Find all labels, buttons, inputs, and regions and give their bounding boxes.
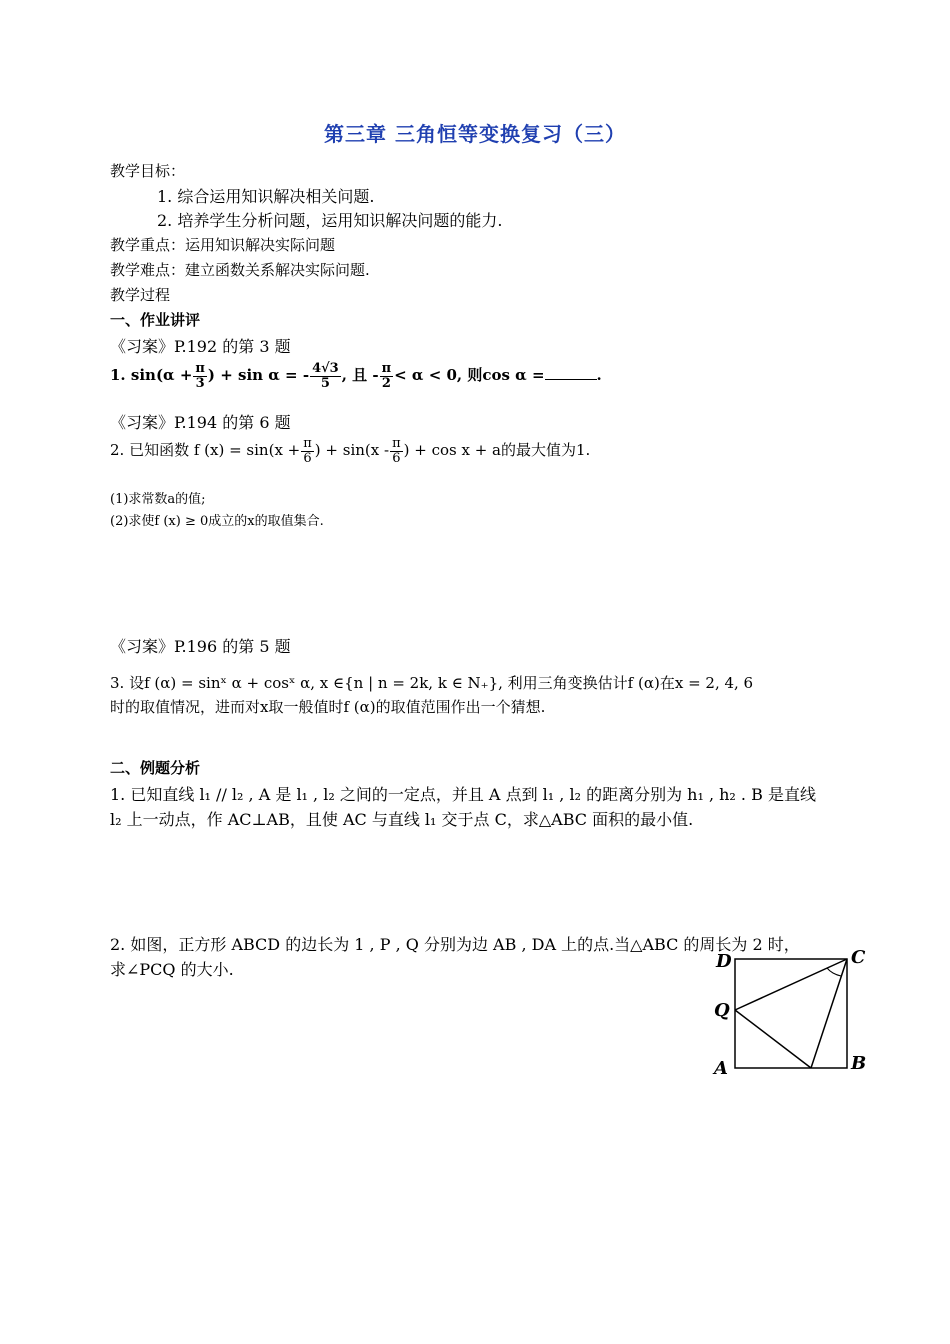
- segment-qp: [735, 1010, 811, 1068]
- segment-pc: [811, 959, 847, 1068]
- q1-part5: .: [596, 366, 602, 385]
- key-point: 教学重点：运用知识解决实际问题: [110, 236, 336, 254]
- label-q: Q: [714, 1000, 730, 1021]
- q2-part3: ) + cos x + a的最大值为1.: [403, 441, 591, 460]
- goals-label: 教学目标：: [110, 162, 186, 180]
- process-heading: 教学过程: [110, 286, 171, 304]
- q2-fraction-2: $\frac{\pi}{6}$: [392, 436, 401, 466]
- q1-fraction-3: $\frac{\pi}{2}$: [381, 361, 392, 391]
- label-d: D: [716, 951, 732, 972]
- example-1-line-2: l₂ 上一动点，作 AC⊥AB，且使 AC 与直线 l₁ 交于点 C，求△ABC 面积的最小值.: [110, 810, 694, 829]
- q2-fraction-1: $\frac{\pi}{6}$: [303, 436, 312, 466]
- section-1-heading: 一、作业讲评: [110, 311, 201, 329]
- q1-fraction-2: $\frac{4√3}{5}$: [312, 361, 339, 391]
- reference-1: 《习案》P.192 的第 3 题: [110, 337, 291, 356]
- label-a: A: [714, 1058, 728, 1079]
- q1-part3: , 且 -: [341, 366, 379, 385]
- question-2: [110, 437, 590, 465]
- label-b: B: [851, 1053, 867, 1074]
- q2-sub-1: (1)求常数a的值;: [110, 492, 206, 507]
- q2-part1: 2. 已知函数 f (x) = sin(x +: [110, 441, 301, 460]
- reference-2: 《习案》P.194 的第 6 题: [110, 413, 291, 432]
- q1-answer-blank[interactable]: [545, 379, 597, 380]
- q2-sub-2: (2)求使f (x) ≥ 0成立的x的取值集合.: [110, 514, 324, 529]
- goal-2: 2. 培养学生分析问题，运用知识解决问题的能力.: [157, 211, 503, 230]
- reference-3: 《习案》P.196 的第 5 题: [110, 637, 291, 656]
- page-title: 第三章 三角恒等变换复习（三）: [324, 122, 626, 146]
- segment-qc: [735, 959, 847, 1010]
- angle-pcq-arc: [827, 968, 841, 976]
- q1-part2: ) + sin α = -: [207, 366, 310, 385]
- question-1: [110, 362, 602, 390]
- example-2-line-1: 2. 如图，正方形 ABCD 的边长为 1 , P , Q 分别为边 AB , DA 上的点.当△ABC 的周长为 2 时，: [110, 935, 800, 954]
- difficulty: 教学难点：建立函数关系解决实际问题.: [110, 261, 370, 279]
- q1-part1: sin(α +: [130, 366, 193, 385]
- goal-1: 1. 综合运用知识解决相关问题.: [157, 187, 375, 206]
- section-2-heading: 二、例题分析: [110, 759, 201, 777]
- square-figure: [700, 940, 880, 1080]
- q1-number: 1.: [110, 366, 126, 385]
- question-3-line-1: 3. 设f (α) = sinˣ α + cosˣ α, x ∈{n | n = 2k, k ∈ N₊}, 利用三角变换估计f (α)在x = 2, 4, 6: [110, 674, 754, 692]
- q1-fraction-1: $\frac{\pi}{3}$: [195, 361, 205, 391]
- q2-part2: ) + sin(x -: [314, 441, 390, 460]
- example-1-line-1: 1. 已知直线 l₁ // l₂ , A 是 l₁ , l₂ 之间的一定点，并且 A 点到 l₁ , l₂ 的距离分别为 h₁ , h₂ . B 是直线: [110, 785, 816, 804]
- q1-part4: < α < 0, 则cos α =: [394, 366, 545, 385]
- question-3-line-2: 时的取值情况，进而对x取一般值时f (α)的取值范围作出一个猜想.: [110, 698, 546, 716]
- label-c: C: [851, 947, 866, 968]
- square-abcd: [735, 959, 847, 1068]
- example-2-line-2: 求∠PCQ 的大小.: [110, 960, 234, 979]
